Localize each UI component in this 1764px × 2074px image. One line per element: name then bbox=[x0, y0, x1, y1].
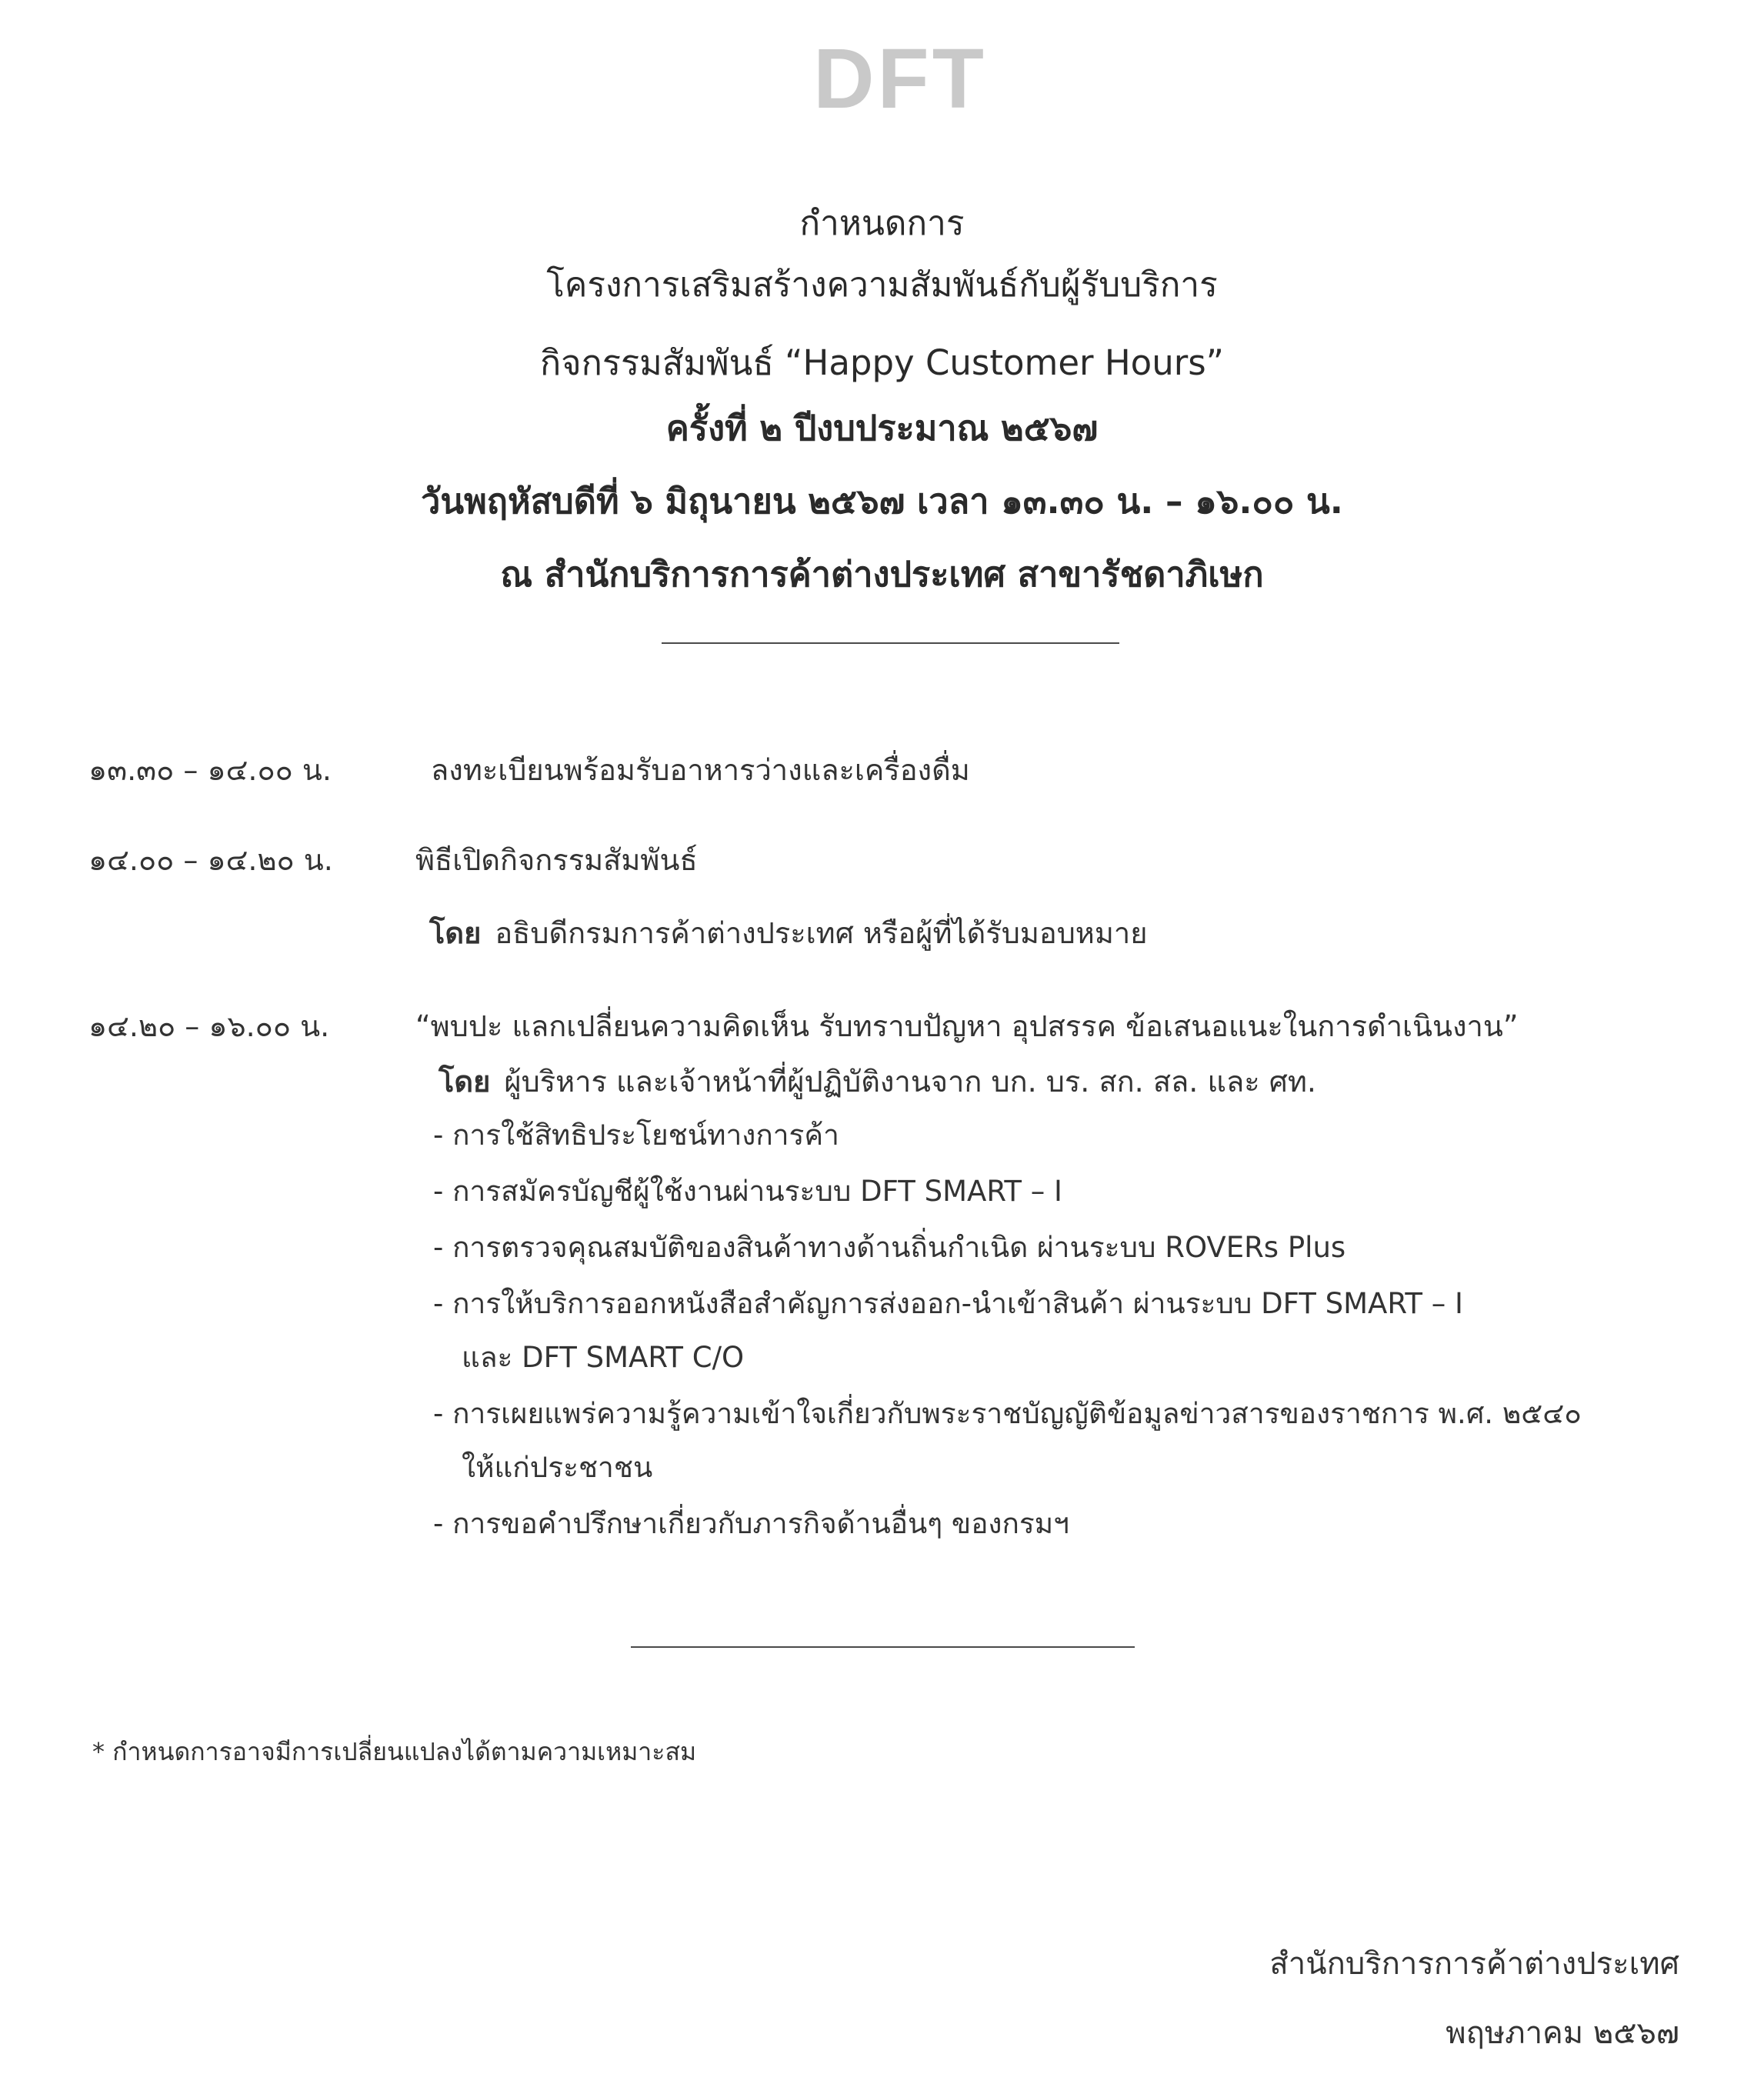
project-name: โครงการเสริมสร้างความสัมพันธ์กับผู้รับบริการ bbox=[546, 265, 1218, 305]
signature-date: พฤษภาคม ๒๕๖๗ bbox=[1446, 2016, 1679, 2051]
schedule-activity-1: ลงทะเบียนพร้อมรับอาหารว่างและเครื่องดื่ม bbox=[431, 753, 970, 787]
event-venue: ณ สำนักบริการการค้าต่างประเทศ สาขารัชดาภิเษก bbox=[500, 554, 1264, 595]
by-text: อธิบดีกรมการค้าต่างประเทศ หรือผู้ที่ได้รับมอบหมาย bbox=[495, 916, 1148, 950]
topic-3: - การตรวจคุณสมบัติของสินค้าทางด้านถิ่นกำเนิด ผ่านระบบ ROVERs Plus bbox=[433, 1231, 1346, 1264]
topic-5: - การเผยแพร่ความรู้ความเข้าใจเกี่ยวกับพระราชบัญญัติข้อมูลข่าวสารของราชการ พ.ศ. ๒๕๔๐ bbox=[433, 1397, 1582, 1430]
schedule-time-3: ๑๔.๒๐ – ๑๖.๐๐ น. bbox=[88, 1009, 330, 1043]
by-label: โดย bbox=[438, 1065, 491, 1099]
divider-bottom bbox=[631, 1646, 1135, 1648]
schedule-by-3 bbox=[438, 1058, 1316, 1105]
doc-title: กำหนดการ bbox=[799, 204, 965, 243]
topic-4-cont: และ DFT SMART C/O bbox=[462, 1341, 745, 1374]
schedule-time-2: ๑๔.๐๐ – ๑๔.๒๐ น. bbox=[88, 843, 333, 877]
topic-5-cont: ให้แก่ประชาชน bbox=[462, 1451, 653, 1484]
by-text: ผู้บริหาร และเจ้าหน้าที่ผู้ปฏิบัติงานจาก บก. บร. สก. สล. และ ศท. bbox=[504, 1065, 1316, 1099]
dft-logo: DFT bbox=[813, 32, 987, 126]
topic-6: - การขอคำปรึกษาเกี่ยวกับภารกิจด้านอื่นๆ ของกรมฯ bbox=[433, 1507, 1069, 1540]
signature-office: สำนักบริการการค้าต่างประเทศ bbox=[1269, 1946, 1679, 1982]
schedule-activity-2: พิธีเปิดกิจกรรมสัมพันธ์ bbox=[415, 843, 698, 877]
schedule-activity-3: “พบปะ แลกเปลี่ยนความคิดเห็น รับทราบปัญหา อุปสรรค ข้อเสนอแนะในการดำเนินงาน” bbox=[415, 1009, 1519, 1043]
topic-4: - การให้บริการออกหนังสือสำคัญการส่งออก-นำเข้าสินค้า ผ่านระบบ DFT SMART – I bbox=[433, 1287, 1463, 1320]
divider-top bbox=[662, 642, 1119, 644]
activity-name: กิจกรรมสัมพันธ์ “Happy Customer Hours” bbox=[539, 342, 1224, 383]
topic-1: - การใช้สิทธิประโยชน์ทางการค้า bbox=[433, 1119, 839, 1152]
schedule-time-1: ๑๓.๓๐ – ๑๔.๐๐ น. bbox=[88, 753, 332, 787]
topic-2: - การสมัครบัญชีผู้ใช้งานผ่านระบบ DFT SMART – I bbox=[433, 1175, 1062, 1208]
round-fiscal-year: ครั้งที่ ๒ ปีงบประมาณ ๒๕๖๗ bbox=[665, 408, 1099, 448]
footnote: * กำหนดการอาจมีการเปลี่ยนแปลงได้ตามความเหมาะสม bbox=[92, 1737, 697, 1766]
event-date-time: วันพฤหัสบดีที่ ๖ มิถุนายน ๒๕๖๗ เวลา ๑๓.๓๐ น. – ๑๖.๐๐ น. bbox=[421, 481, 1343, 522]
schedule-by-2 bbox=[429, 909, 1148, 956]
by-label: โดย bbox=[429, 916, 482, 950]
